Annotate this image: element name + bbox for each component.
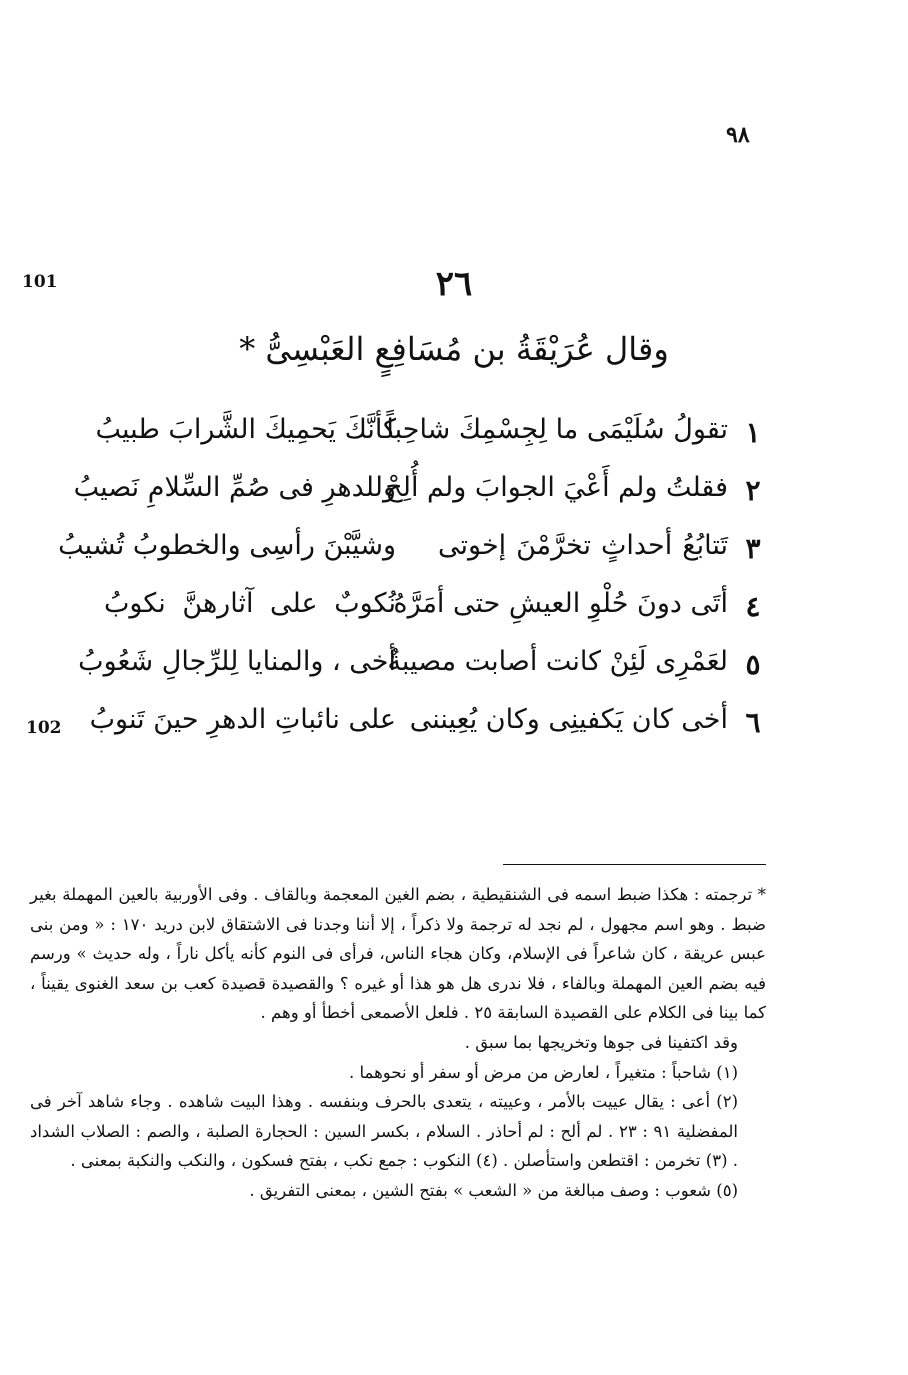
- page-number: ٩٨: [726, 122, 750, 148]
- footnote-verses-2-4: (٢) أعى : يقال عييت بالأمر ، وعييته ، يتعدى بالحرف وبنفسه . وهذا البيت شاهده . وجاء شاهد آخر فى المفضلية ٩١ : ٢٣ . لم ألح : لم أحاذر . السلام ، بكسر السين : الحجارة الصلبة ، والصم : الصلاب الشداد . (٣) تخرمن : اقتطعن واستأصلن . (٤) النكوب : جمع نكب ، بفتح فسكون ، والنكب والنكبة بمعنى .: [30, 1092, 738, 1171]
- verse-second-hemistich: أخى ، والمنايا لِلرِّجالِ شَعُوبُ: [78, 646, 396, 677]
- footnote-biography: * ترجمته : هكذا ضبط اسمه فى الشنقيطية ، بضم الغين المعجمة وبالقاف . وفى الأوربية بالعين المهملة بغير ضبط . وهو اسم مجهول ، لم نجد له ترجمة ولا ذكراً ، إلا أننا وجدنا فى الاشتقاق لابن دريد ١٧٠ : « ومن بنى عبس عريقة ، كان شاعراً فى الإسلام، وكان هجاء الناس، فرأى فى النوم كأنه يأكل ناراً ، وله حديث » ورسم فيه بضم العين المهملة وبالفاء ، فلا ندرى هل هو هذا أو غيره ؟ والقصيدة قصيدة كعب بن سعد الغنوى يقيناً ، كما بينا فى الكلام على القصيدة السابقة ٢٥ . فلعل الأصمعى أخطأ أو وهم .: [30, 885, 766, 1023]
- verse-second-hemistich: على نائباتِ الدهرِ حينَ تَنوبُ: [89, 704, 396, 735]
- poem-number: ٢٦: [435, 264, 473, 304]
- verse-first-hemistich: أخى كان يَكفينِى وكان يُعِيننى: [409, 704, 728, 735]
- verse-first-hemistich: لعَمْرِى لَئِنْ كانت أصابت مصيبةٌ: [387, 646, 728, 677]
- verse-number: ٥: [745, 648, 761, 681]
- verse-second-hemistich: وللدهرِ فى صُمِّ السِّلامِ نَصيبُ: [73, 472, 396, 503]
- verse-line: [0, 704, 908, 754]
- verse-line: [0, 646, 908, 696]
- verse-number: ٢: [745, 474, 761, 507]
- footnote-sources: وقد اكتفينا فى جوها وتخريجها بما سبق .: [464, 1032, 738, 1052]
- footnote-verse-5: (٥) شعوب : وصف مبالغة من « الشعب » بفتح الشين ، بمعنى التفريق .: [249, 1180, 738, 1200]
- verse-first-hemistich: أتَى دونَ حُلْوِ العيشِ حتى أمَرَّهُ: [393, 588, 728, 619]
- verse-number: ٣: [745, 532, 761, 565]
- verse-first-hemistich: تَتابُعُ أحداثٍ تخرَّمْنَ إخوتى: [438, 530, 728, 561]
- verse-line: [0, 530, 908, 580]
- footnotes: [30, 880, 766, 1206]
- margin-reference-bottom: 102: [26, 718, 62, 738]
- verse-number: ١: [745, 416, 761, 449]
- verse-second-hemistich: وشيَّبْنَ رأسِى والخطوبُ تُشيبُ: [58, 530, 396, 561]
- verse-second-hemistich: كأنَّكَ يَحمِيكَ الشَّرابَ طبيبُ: [95, 414, 396, 445]
- verse-first-hemistich: فقلتُ ولم أَعْيَ الجوابَ ولم أُلِحْ: [385, 472, 728, 503]
- verse-line: [0, 472, 908, 522]
- margin-reference-top: 101: [22, 272, 58, 292]
- verse-number: ٤: [745, 590, 761, 623]
- verse-number: ٦: [745, 706, 761, 739]
- verse-second-hemistich: نُكوبٌ على آثارهنَّ نكوبُ: [104, 588, 396, 619]
- verse-first-hemistich: تقولُ سُلَيْمَى ما لِجِسْمِكَ شاحِباً: [386, 414, 728, 445]
- footnote-verse-1: (١) شاحباً : متغيراً ، لعارض من مرض أو سفر أو نحوهما .: [349, 1062, 738, 1082]
- verse-line: [0, 414, 908, 464]
- verse-line: [0, 588, 908, 638]
- poem-title: وقال عُرَيْقَةُ بن مُسَافِعٍ العَبْسِىُّ *: [239, 330, 669, 368]
- footnote-divider: [503, 864, 766, 865]
